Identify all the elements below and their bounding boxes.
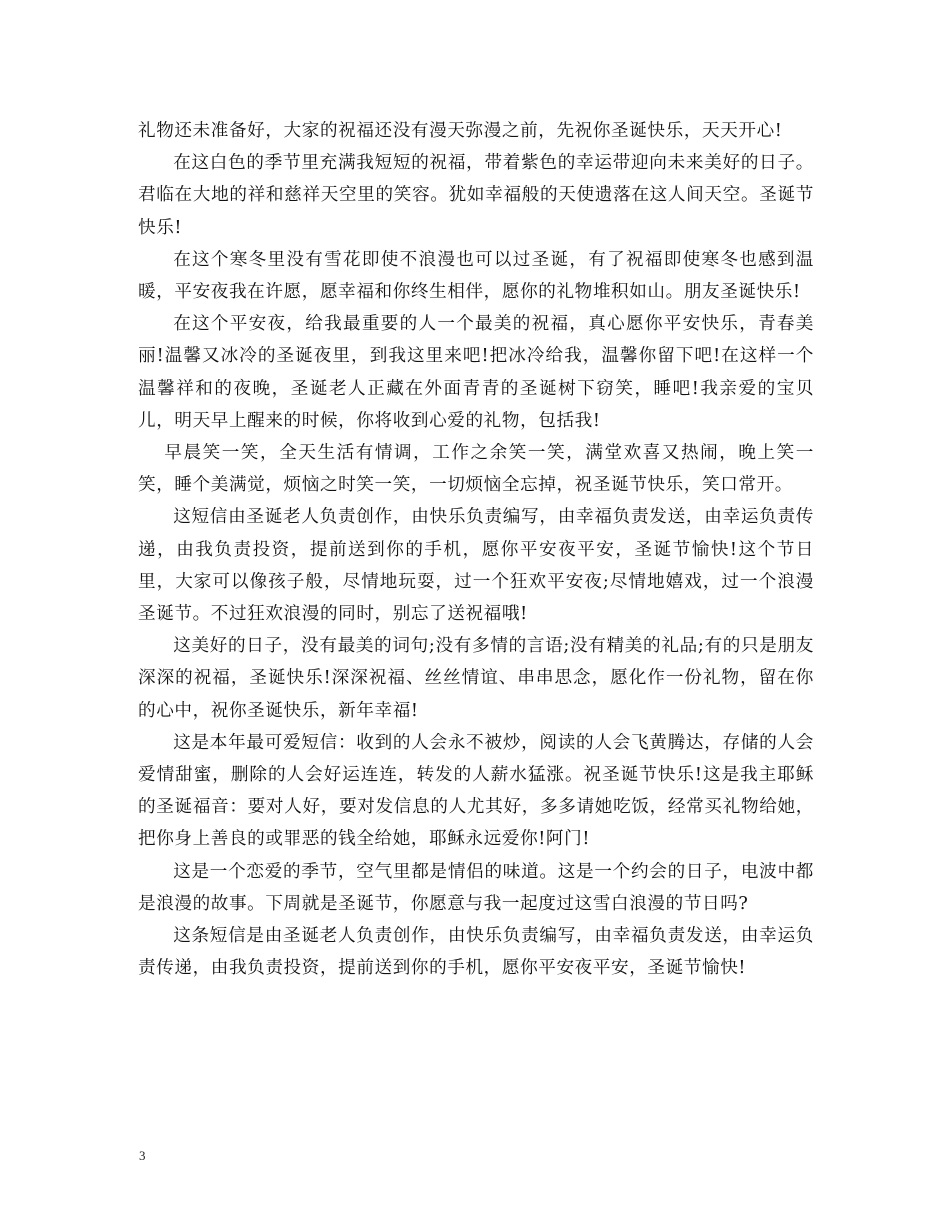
paragraph-9: 这是一个恋爱的季节，空气里都是情侣的味道。这是一个约会的日子，电波中都是浪漫的故事。下周就是圣诞节，你愿意与我一起度过这雪白浪漫的节日吗? [138, 861, 814, 914]
paragraph-2: 在这白色的季节里充满我短短的祝福，带着紫色的幸运带迎向未来美好的日子。君临在大地的祥和慈祥天空里的笑容。犹如幸福般的天使遗落在这人间天空。圣诞节快乐! [138, 153, 814, 238]
page-number: 3 [139, 1148, 146, 1163]
paragraph-4: 在这个平安夜，给我最重要的人一个最美的祝福，真心愿你平安快乐，青春美丽!温馨又冰冷的圣诞夜里，到我这里来吧!把冰冷给我，温馨你留下吧!在这样一个温馨祥和的夜晚，圣诞老人正藏在外面青青的圣诞树下窃笑，睡吧!我亲爱的宝贝儿，明天早上醒来的时候，你将收到心爱的礼物，包括我! [138, 314, 814, 431]
paragraph-1: 礼物还未准备好，大家的祝福还没有漫天弥漫之前，先祝你圣诞快乐，天天开心! [138, 121, 783, 141]
paragraph-7: 这美好的日子，没有最美的词句;没有多情的言语;没有精美的礼品;有的只是朋友深深的祝福，圣诞快乐!深深祝福、丝丝情谊、串串思念，愿化作一份礼物，留在你的心中，祝你圣诞快乐，新年幸福! [138, 636, 814, 721]
paragraph-6: 这短信由圣诞老人负责创作，由快乐负责编写，由幸福负责发送，由幸运负责传递，由我负责投资，提前送到你的手机，愿你平安夜平安，圣诞节愉快!这个节日里，大家可以像孩子般，尽情地玩耍，过一个狂欢平安夜;尽情地嬉戏，过一个浪漫圣诞节。不过狂欢浪漫的同时，别忘了送祝福哦! [138, 507, 814, 625]
paragraph-10: 这条短信是由圣诞老人负责创作，由快乐负责编写，由幸福负责发送，由幸运负责传递，由我负责投资，提前送到你的手机，愿你平安夜平安，圣诞节愉快! [138, 926, 814, 979]
document-body [138, 115, 814, 984]
paragraph-3: 在这个寒冬里没有雪花即使不浪漫也可以过圣诞，有了祝福即使寒冬也感到温暖，平安夜我在许愿，愿幸福和你终生相伴，愿你的礼物堆积如山。朋友圣诞快乐! [138, 249, 814, 303]
paragraph-5: 早晨笑一笑，全天生活有情调，工作之余笑一笑，满堂欢喜又热闹，晚上笑一笑，睡个美满觉，烦恼之时笑一笑，一切烦恼全忘掉，祝圣诞节快乐，笑口常开。 [138, 443, 814, 496]
paragraph-8: 这是本年最可爱短信：收到的人会永不被炒，阅读的人会飞黄腾达，存储的人会爱情甜蜜，删除的人会好运连连，转发的人薪水猛涨。祝圣诞节快乐!这是我主耶稣的圣诞福音：要对人好，要对发信息的人尤其好，多多请她吃饭，经常买礼物给她，把你身上善良的或罪恶的钱全给她，耶稣永远爱你!阿门! [138, 732, 814, 850]
